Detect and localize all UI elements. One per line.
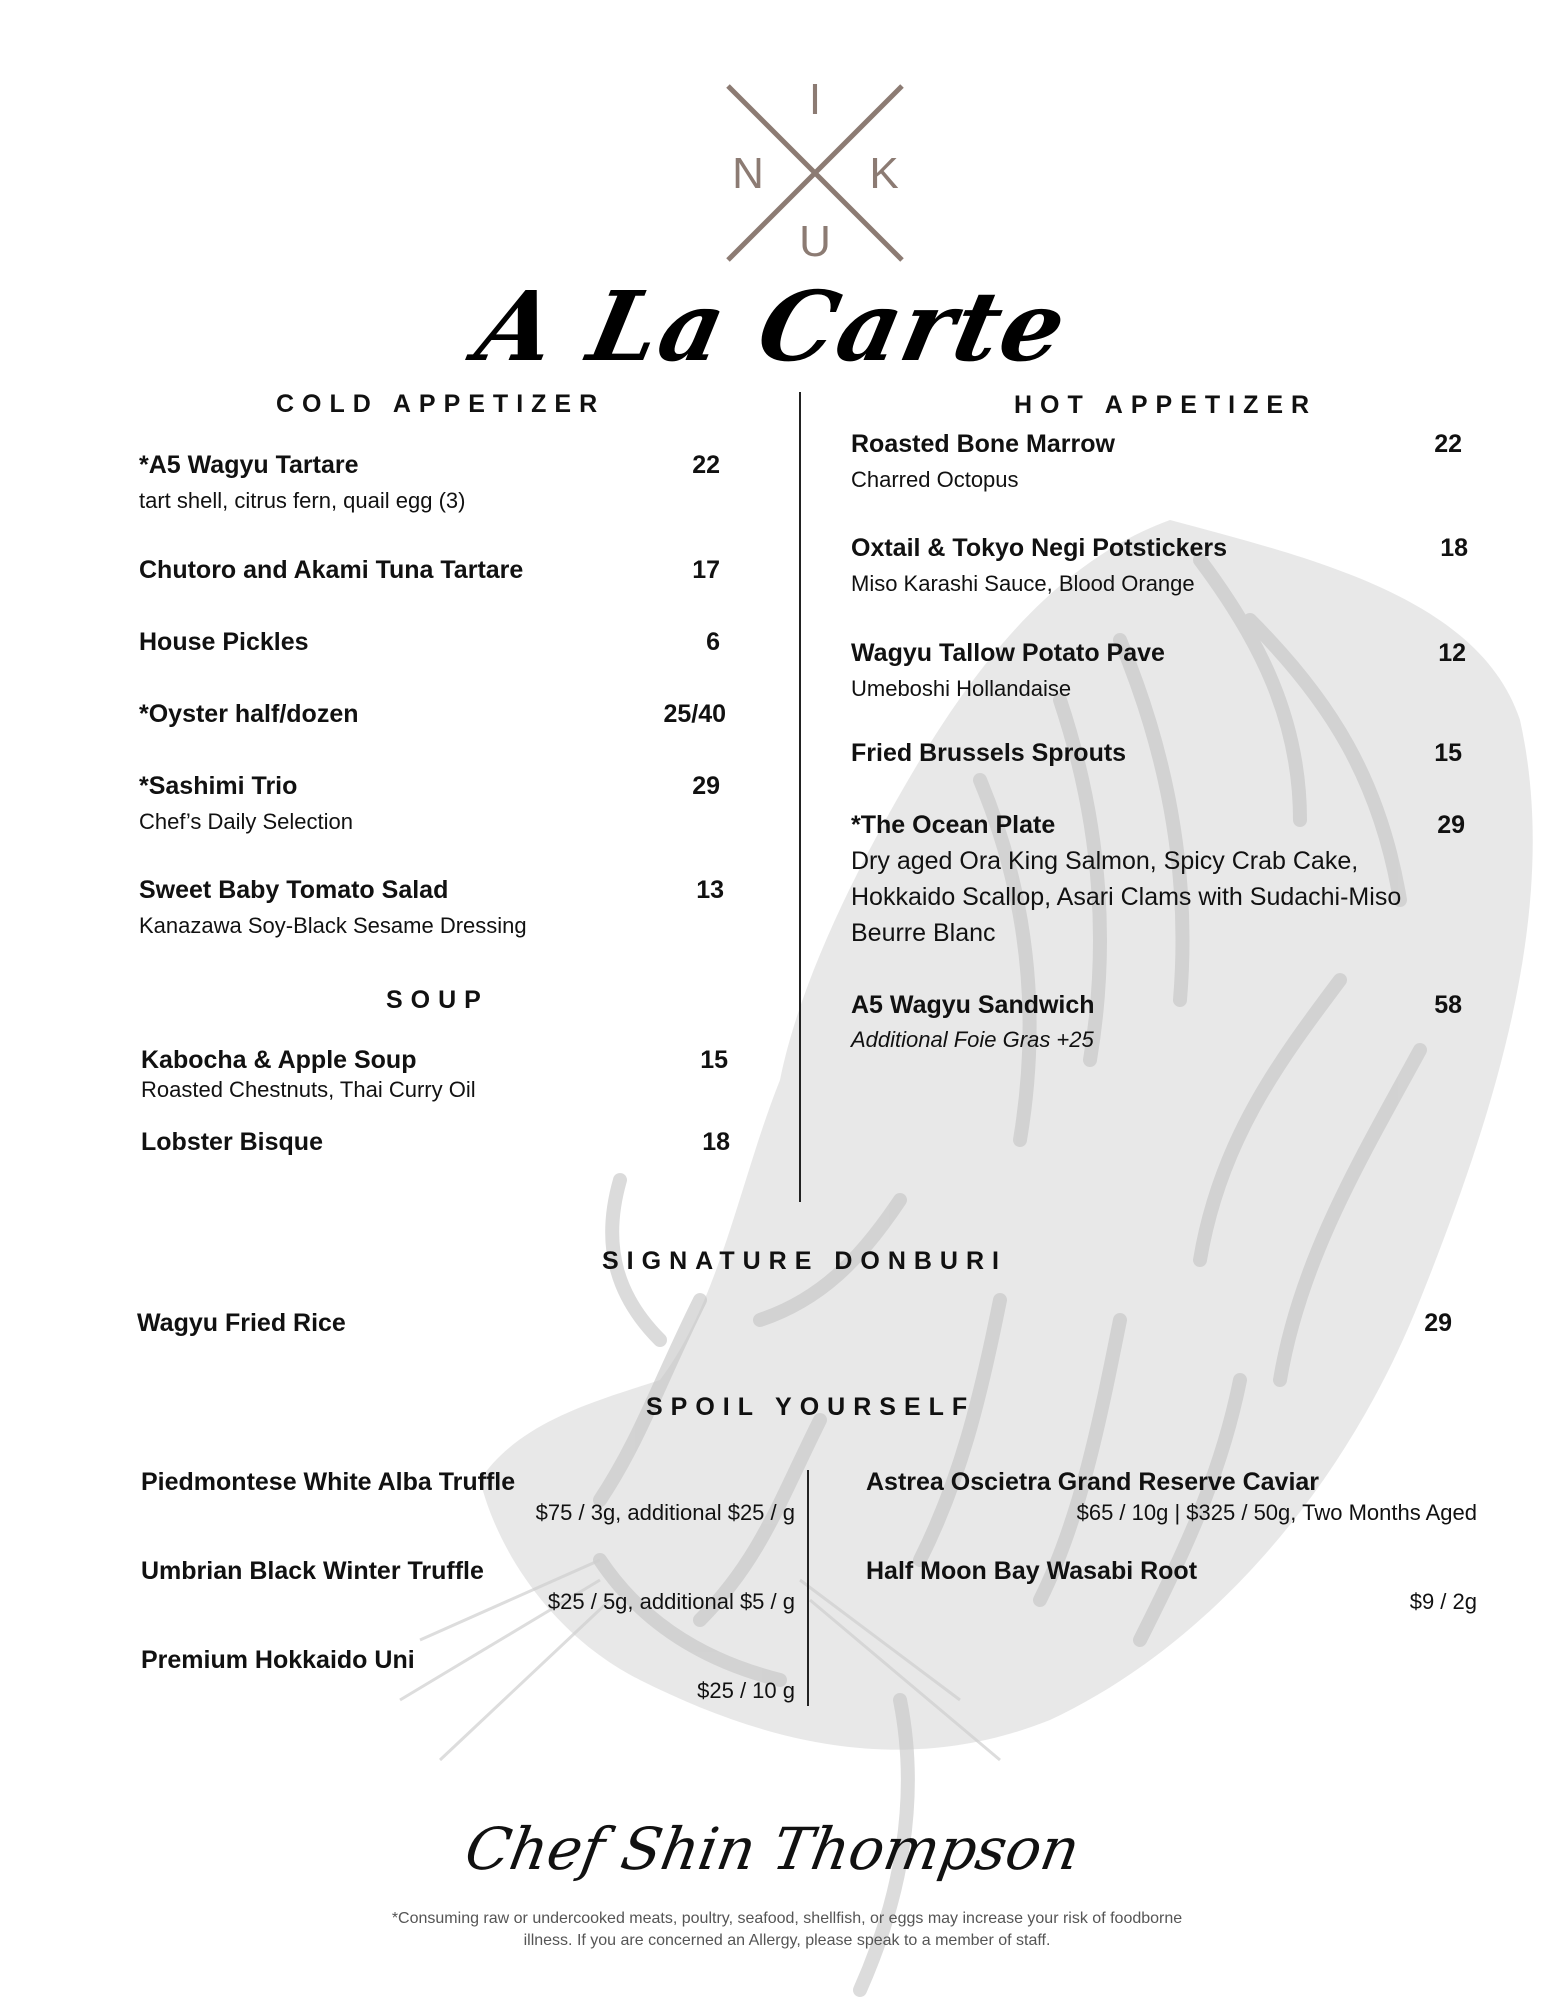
spoil-item-name: Half Moon Bay Wasabi Root <box>866 1557 1198 1585</box>
cold-appetizer-heading: COLD APPETIZER <box>276 390 606 418</box>
menu-item-desc: Charred Octopus <box>851 467 1019 492</box>
menu-item-price: 6 <box>706 628 720 656</box>
logo-letter-top: I <box>808 78 822 124</box>
menu-item-name: *Sashimi Trio <box>139 772 298 800</box>
hot-appetizer-heading: HOT APPETIZER <box>1014 391 1318 419</box>
spoil-item-name: Piedmontese White Alba Truffle <box>141 1468 516 1496</box>
page-title: A La Carte <box>467 270 1078 383</box>
signature-donburi-heading: SIGNATURE DONBURI <box>602 1247 1007 1275</box>
menu-item-name: Oxtail & Tokyo Negi Potstickers <box>851 534 1228 562</box>
menu-item-name: Wagyu Tallow Potato Pave <box>851 639 1165 667</box>
spoil-column-divider <box>807 1470 809 1706</box>
menu-item-price: 58 <box>1434 991 1462 1019</box>
menu-item-name: *Oyster half/dozen <box>139 700 359 728</box>
spoil-item-price: $25 / 10 g <box>697 1678 795 1703</box>
menu-item-name: Fried Brussels Sprouts <box>851 739 1127 767</box>
niku-logo <box>720 78 910 268</box>
menu-item-price: 12 <box>1438 639 1466 667</box>
logo-letter-left: N <box>732 149 764 198</box>
menu-item-name: House Pickles <box>139 628 309 656</box>
menu-item-name: *A5 Wagyu Tartare <box>139 451 359 479</box>
menu-item-name: *The Ocean Plate <box>851 811 1056 839</box>
menu-item-price: 15 <box>700 1046 728 1074</box>
menu-item-name: Roasted Bone Marrow <box>851 430 1115 458</box>
spoil-item-name: Premium Hokkaido Uni <box>141 1646 415 1674</box>
menu-item-desc: Kanazawa Soy-Black Sesame Dressing <box>139 913 527 938</box>
menu-item-desc: tart shell, citrus fern, quail egg (3) <box>139 488 466 513</box>
logo-letter-bottom: U <box>799 217 831 266</box>
menu-item-name: Chutoro and Akami Tuna Tartare <box>139 556 524 584</box>
spoil-item-price: $9 / 2g <box>1409 1589 1477 1614</box>
menu-item-price: 29 <box>692 772 720 800</box>
menu-item-name: A5 Wagyu Sandwich <box>851 991 1095 1019</box>
menu-item-price: 18 <box>1440 534 1468 562</box>
menu-item-name: Lobster Bisque <box>141 1128 323 1156</box>
menu-item-price: 15 <box>1434 739 1462 767</box>
menu-item-price: 29 <box>1437 811 1465 839</box>
chef-signature: Chef Shin Thompson <box>460 1815 1085 1883</box>
menu-item-name: Wagyu Fried Rice <box>137 1309 346 1337</box>
spoil-item-name: Astrea Oscietra Grand Reserve Caviar <box>866 1468 1320 1496</box>
menu-item-name: Sweet Baby Tomato Salad <box>139 876 449 904</box>
spoil-item-price: $75 / 3g, additional $25 / g <box>535 1500 795 1525</box>
spoil-item-price: $25 / 5g, additional $5 / g <box>547 1589 795 1614</box>
menu-item-price: 18 <box>702 1128 730 1156</box>
menu-item-desc: Chef’s Daily Selection <box>139 809 353 834</box>
menu-item-price: 17 <box>692 556 720 584</box>
menu-item-desc: Dry aged Ora King Salmon, Spicy Crab Cake, Hokkaido Scallop, Asari Clams with Sudachi-Miso Beurre Blanc <box>851 847 1402 947</box>
menu-item-price: 22 <box>1434 430 1462 458</box>
menu-item-price: 25/40 <box>663 700 726 728</box>
menu-item-desc: Umeboshi Hollandaise <box>851 676 1072 701</box>
spoil-yourself-heading: SPOIL YOURSELF <box>646 1393 976 1421</box>
menu-item-desc: Miso Karashi Sauce, Blood Orange <box>851 571 1195 596</box>
logo-letter-right: K <box>869 149 899 198</box>
spoil-item-name: Umbrian Black Winter Truffle <box>141 1557 484 1585</box>
soup-heading: SOUP <box>386 986 489 1014</box>
menu-item-name: Kabocha & Apple Soup <box>141 1046 417 1074</box>
menu-item-price: 13 <box>696 876 724 904</box>
menu-item-price: 22 <box>692 451 720 479</box>
menu-item-desc: Additional Foie Gras +25 <box>851 1027 1094 1052</box>
column-divider <box>799 392 801 1202</box>
menu-item-desc: Roasted Chestnuts, Thai Curry Oil <box>141 1077 476 1102</box>
spoil-item-price: $65 / 10g | $325 / 50g, Two Months Aged <box>1076 1500 1477 1525</box>
disclaimer-note: *Consuming raw or undercooked meats, poultry, seafood, shellfish, or eggs may increase your risk of foodborne illness. If you are concerned an Allergy, please speak to a member of staff. <box>391 1910 1183 1949</box>
menu-item-price: 29 <box>1424 1309 1452 1337</box>
